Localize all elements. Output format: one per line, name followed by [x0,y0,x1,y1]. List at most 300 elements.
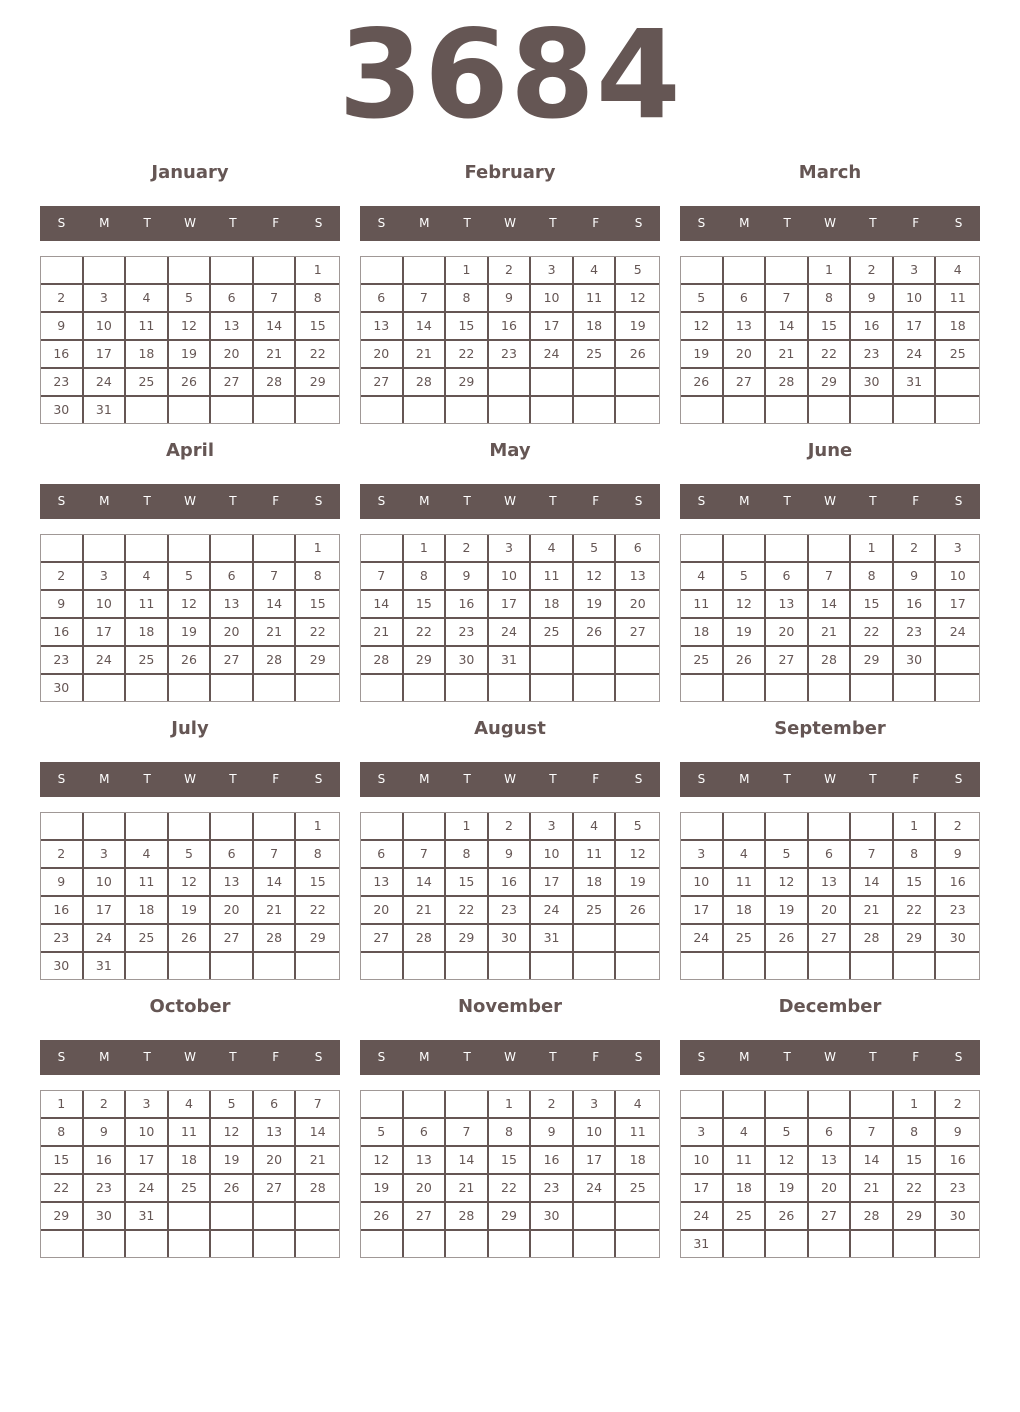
day-cell: 25 [936,341,979,369]
day-cell: 6 [211,841,254,869]
day-cell: 7 [404,285,447,313]
day-cell: 10 [84,313,127,341]
weekday-label: W [824,216,836,230]
day-cell: 7 [404,841,447,869]
day-cell [894,953,937,979]
weekday-label: F [592,1050,600,1064]
day-cell: 7 [296,1091,339,1119]
day-cell: 14 [254,869,297,897]
day-cell [296,675,339,701]
weekday-label: T [229,772,237,786]
day-cell: 24 [489,619,532,647]
day-cell: 12 [616,285,659,313]
day-cell: 1 [446,813,489,841]
day-cell: 9 [489,285,532,313]
day-cell: 6 [254,1091,297,1119]
day-cell [211,397,254,423]
day-cell [361,257,404,285]
day-cell: 24 [531,897,574,925]
day-cell [296,1203,339,1231]
day-cell: 9 [936,841,979,869]
weekday-label: T [549,772,557,786]
day-cell [254,535,297,563]
day-cell: 18 [126,341,169,369]
weekday-label: S [57,1050,66,1064]
day-cell [169,1203,212,1231]
day-cell: 3 [84,563,127,591]
day-cell: 22 [851,619,894,647]
day-cell: 16 [851,313,894,341]
day-cell: 19 [169,341,212,369]
day-grid [680,812,980,980]
day-cell: 28 [446,1203,489,1231]
day-cell: 17 [489,591,532,619]
day-cell [809,1091,852,1119]
day-cell: 15 [489,1147,532,1175]
day-cell [296,397,339,423]
day-cell: 11 [616,1119,659,1147]
day-cell [126,1231,169,1257]
day-cell: 30 [936,1203,979,1231]
day-cell: 22 [809,341,852,369]
day-cell: 9 [41,313,84,341]
day-cell [681,675,724,701]
day-cell: 8 [894,841,937,869]
day-cell [724,397,767,423]
day-cell: 28 [851,925,894,953]
day-cell: 8 [446,841,489,869]
weekday-label: S [314,1050,323,1064]
day-cell: 28 [809,647,852,675]
day-cell: 6 [766,563,809,591]
day-cell [574,369,617,397]
weekday-label: S [634,216,643,230]
day-cell [446,953,489,979]
day-cell: 6 [361,285,404,313]
month-name: May [489,440,531,461]
day-cell: 23 [84,1175,127,1203]
weekday-label: S [697,216,706,230]
day-cell [616,1231,659,1257]
weekday-label: F [272,494,280,508]
day-cell [766,675,809,701]
day-cell: 10 [894,285,937,313]
day-cell: 25 [724,1203,767,1231]
day-cell: 9 [489,841,532,869]
day-cell [724,535,767,563]
day-cell: 8 [296,563,339,591]
day-cell [254,1231,297,1257]
weekday-header [360,484,660,519]
weekday-header [680,484,980,519]
weekday-header [680,206,980,241]
day-grid [360,812,660,980]
day-cell: 26 [169,369,212,397]
month-name: January [151,162,229,183]
day-cell: 2 [84,1091,127,1119]
weekday-label: W [184,772,196,786]
day-cell [851,397,894,423]
weekday-label: T [229,216,237,230]
day-cell: 26 [616,341,659,369]
day-cell: 31 [531,925,574,953]
day-cell: 2 [41,841,84,869]
weekday-label: T [143,494,151,508]
day-cell [361,535,404,563]
day-cell: 25 [169,1175,212,1203]
weekday-label: W [504,494,516,508]
day-cell: 13 [766,591,809,619]
day-cell: 1 [446,257,489,285]
weekday-label: F [272,772,280,786]
day-cell: 27 [809,1203,852,1231]
day-cell: 13 [254,1119,297,1147]
day-cell: 14 [446,1147,489,1175]
weekday-label: T [463,494,471,508]
day-cell: 9 [84,1119,127,1147]
day-cell: 21 [404,341,447,369]
day-cell: 25 [681,647,724,675]
day-cell: 2 [936,1091,979,1119]
day-cell: 21 [446,1175,489,1203]
day-cell [361,1231,404,1257]
day-cell: 7 [766,285,809,313]
weekday-label: T [869,494,877,508]
day-cell: 26 [681,369,724,397]
day-cell: 6 [361,841,404,869]
day-cell: 28 [254,647,297,675]
day-cell: 25 [126,369,169,397]
day-cell [211,1231,254,1257]
day-cell [936,953,979,979]
day-cell: 23 [41,925,84,953]
day-cell: 26 [616,897,659,925]
day-cell: 15 [446,313,489,341]
day-grid [360,534,660,702]
day-cell: 2 [446,535,489,563]
day-cell [851,953,894,979]
day-cell: 18 [724,1175,767,1203]
day-cell [211,953,254,979]
day-cell: 29 [851,647,894,675]
weekday-label: W [824,1050,836,1064]
weekday-label: T [783,1050,791,1064]
weekday-header [40,762,340,797]
day-cell: 14 [254,591,297,619]
day-cell: 8 [446,285,489,313]
day-cell: 7 [809,563,852,591]
weekday-label: S [377,772,386,786]
day-cell: 29 [894,925,937,953]
day-cell: 18 [531,591,574,619]
day-cell: 17 [84,341,127,369]
day-cell: 10 [681,1147,724,1175]
day-cell: 11 [724,869,767,897]
day-cell: 3 [84,841,127,869]
day-cell: 1 [41,1091,84,1119]
day-cell [574,953,617,979]
day-cell: 4 [681,563,724,591]
day-cell: 29 [809,369,852,397]
day-cell: 8 [404,563,447,591]
day-cell: 19 [169,897,212,925]
day-cell [531,1231,574,1257]
day-cell [211,257,254,285]
day-cell: 28 [766,369,809,397]
day-cell: 17 [681,1175,724,1203]
day-cell: 2 [851,257,894,285]
day-cell: 24 [936,619,979,647]
weekday-label: S [954,772,963,786]
day-cell [254,397,297,423]
day-cell: 6 [211,285,254,313]
day-cell: 31 [681,1231,724,1257]
weekday-label: F [912,1050,920,1064]
day-cell: 17 [936,591,979,619]
day-cell [809,953,852,979]
weekday-label: W [504,216,516,230]
day-cell [404,1091,447,1119]
day-cell [126,675,169,701]
day-cell [894,397,937,423]
day-cell: 26 [766,925,809,953]
day-cell: 10 [531,841,574,869]
weekday-label: S [377,1050,386,1064]
weekday-label: S [954,1050,963,1064]
day-cell: 16 [936,1147,979,1175]
day-cell: 9 [851,285,894,313]
day-cell: 17 [681,897,724,925]
day-cell: 25 [574,897,617,925]
weekday-label: T [229,1050,237,1064]
day-cell: 24 [126,1175,169,1203]
day-cell: 25 [574,341,617,369]
day-cell [169,1231,212,1257]
day-cell [936,675,979,701]
day-cell [404,675,447,701]
day-cell [489,675,532,701]
weekday-label: S [697,772,706,786]
day-cell: 9 [894,563,937,591]
day-cell: 3 [84,285,127,313]
day-cell: 16 [41,619,84,647]
day-cell [254,953,297,979]
day-cell: 15 [296,591,339,619]
weekday-label: M [419,1050,430,1064]
day-cell: 16 [489,869,532,897]
weekday-label: T [463,216,471,230]
day-cell [574,925,617,953]
day-cell: 12 [211,1119,254,1147]
day-cell: 26 [724,647,767,675]
day-cell: 15 [296,869,339,897]
day-cell: 5 [724,563,767,591]
weekday-label: T [143,1050,151,1064]
day-cell: 16 [41,897,84,925]
day-cell: 14 [851,869,894,897]
day-cell [681,257,724,285]
day-cell [126,257,169,285]
day-cell: 14 [404,313,447,341]
weekday-header [40,484,340,519]
day-cell: 11 [169,1119,212,1147]
day-cell: 23 [936,1175,979,1203]
day-cell [724,1091,767,1119]
weekday-label: T [143,772,151,786]
day-cell: 27 [616,619,659,647]
day-cell: 10 [84,869,127,897]
day-grid [360,256,660,424]
day-cell [681,535,724,563]
weekday-header [680,762,980,797]
day-cell [84,675,127,701]
day-cell: 18 [574,869,617,897]
weekday-label: M [739,494,750,508]
weekday-label: W [824,772,836,786]
day-cell: 30 [41,675,84,701]
day-cell: 12 [724,591,767,619]
weekday-label: S [57,216,66,230]
day-cell: 8 [296,841,339,869]
day-cell: 15 [809,313,852,341]
day-cell: 12 [361,1147,404,1175]
day-cell: 8 [489,1119,532,1147]
day-grid [40,812,340,980]
day-cell: 1 [851,535,894,563]
day-cell: 21 [296,1147,339,1175]
day-cell: 26 [574,619,617,647]
day-cell: 19 [766,897,809,925]
day-cell: 16 [894,591,937,619]
day-cell [126,535,169,563]
day-cell: 2 [936,813,979,841]
day-cell: 24 [894,341,937,369]
day-cell: 18 [169,1147,212,1175]
day-cell: 28 [254,925,297,953]
day-cell [489,1231,532,1257]
day-cell: 31 [489,647,532,675]
day-cell: 6 [404,1119,447,1147]
day-cell: 23 [41,647,84,675]
day-cell: 24 [681,925,724,953]
day-cell [616,369,659,397]
day-cell: 22 [296,341,339,369]
day-cell: 29 [41,1203,84,1231]
day-cell: 6 [211,563,254,591]
day-cell [616,675,659,701]
day-cell: 11 [574,285,617,313]
day-cell [681,953,724,979]
day-cell: 16 [531,1147,574,1175]
day-cell: 10 [574,1119,617,1147]
weekday-label: F [912,216,920,230]
day-cell: 11 [126,869,169,897]
day-cell [616,397,659,423]
day-cell [361,813,404,841]
weekday-label: T [463,1050,471,1064]
day-cell [724,813,767,841]
day-cell [446,397,489,423]
day-cell: 21 [766,341,809,369]
day-cell [404,1231,447,1257]
day-cell: 30 [41,397,84,423]
day-cell: 10 [681,869,724,897]
day-cell: 15 [851,591,894,619]
day-cell: 20 [766,619,809,647]
weekday-label: S [314,494,323,508]
day-cell: 1 [894,1091,937,1119]
year-title: 3684 [338,4,682,146]
day-cell: 15 [446,869,489,897]
day-cell [254,257,297,285]
day-cell: 28 [254,369,297,397]
day-grid [40,1090,340,1258]
month-name: March [798,162,862,183]
day-cell [809,535,852,563]
day-cell: 28 [404,925,447,953]
day-cell: 30 [41,953,84,979]
weekday-label: M [99,1050,110,1064]
day-cell [361,1091,404,1119]
weekday-label: S [57,772,66,786]
weekday-label: S [314,772,323,786]
day-cell: 22 [446,341,489,369]
day-cell: 9 [531,1119,574,1147]
weekday-header [40,206,340,241]
day-cell: 15 [894,1147,937,1175]
day-cell [936,397,979,423]
day-cell: 6 [616,535,659,563]
day-cell: 22 [894,1175,937,1203]
day-cell: 14 [361,591,404,619]
day-cell [681,397,724,423]
day-cell: 17 [894,313,937,341]
day-cell: 20 [211,619,254,647]
day-cell: 14 [851,1147,894,1175]
day-cell: 4 [616,1091,659,1119]
day-cell: 15 [894,869,937,897]
day-cell: 24 [84,647,127,675]
day-cell: 31 [84,397,127,423]
day-cell: 29 [296,647,339,675]
day-cell: 22 [41,1175,84,1203]
day-cell: 5 [574,535,617,563]
weekday-label: M [419,772,430,786]
weekday-header [360,1040,660,1075]
day-cell [809,1231,852,1257]
day-cell: 7 [254,563,297,591]
weekday-label: T [463,772,471,786]
day-cell: 21 [254,341,297,369]
day-cell: 21 [254,897,297,925]
day-cell [404,953,447,979]
day-cell [84,1231,127,1257]
weekday-label: F [592,216,600,230]
day-cell: 22 [446,897,489,925]
day-cell: 31 [84,953,127,979]
weekday-label: T [549,1050,557,1064]
day-cell: 23 [489,897,532,925]
weekday-label: M [739,216,750,230]
day-cell: 5 [766,1119,809,1147]
day-cell: 2 [531,1091,574,1119]
day-cell: 9 [41,869,84,897]
day-cell: 9 [41,591,84,619]
day-cell: 2 [41,285,84,313]
day-cell: 26 [766,1203,809,1231]
day-cell [616,647,659,675]
day-grid [680,534,980,702]
